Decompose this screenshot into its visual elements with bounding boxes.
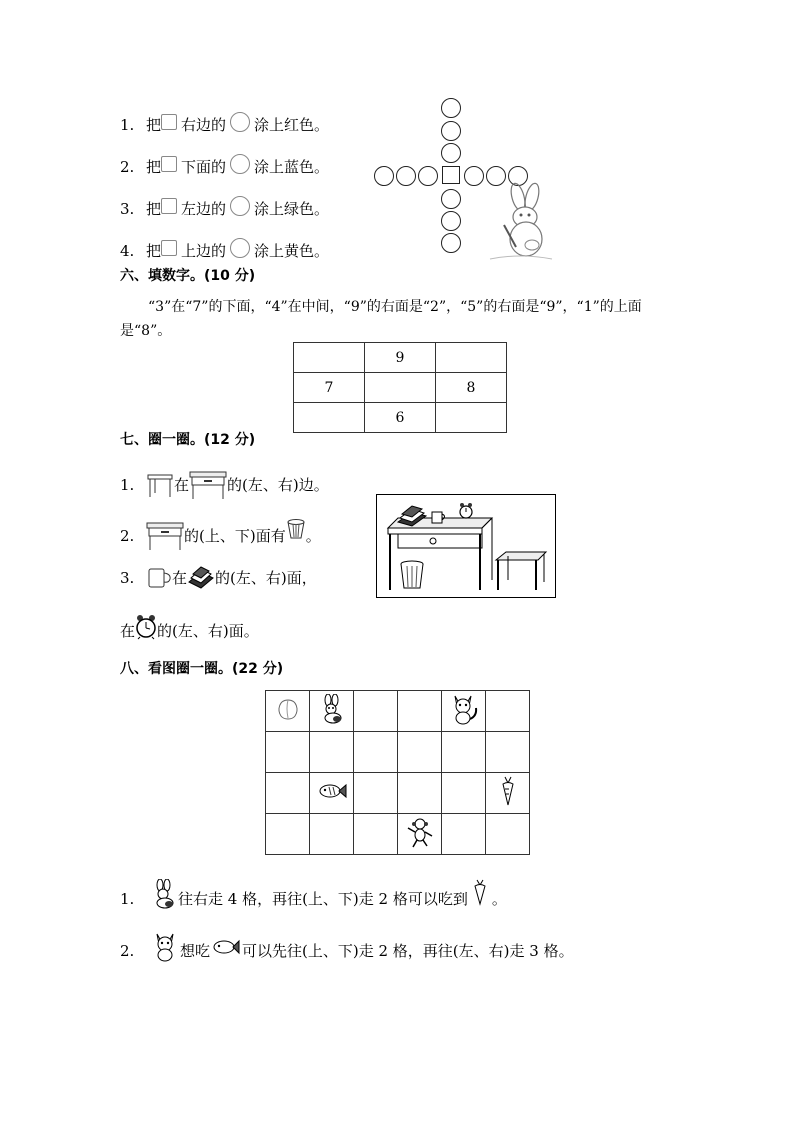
part5-item-3: 3. 把 左边的 涂上绿色。 — [120, 188, 329, 230]
circle-icon — [230, 238, 250, 258]
peach-icon — [275, 696, 301, 722]
books-icon — [187, 566, 215, 590]
grid-cell — [266, 732, 310, 773]
part5-list — [120, 104, 329, 272]
grid-cell — [354, 732, 398, 773]
part7-question-1: 1. 在 的(左、右)边。 — [120, 470, 329, 500]
circle-shape — [441, 143, 461, 163]
grid-cell — [398, 773, 442, 814]
square-icon — [161, 198, 177, 214]
circle-shape — [396, 166, 416, 186]
grid-cell[interactable]: 7 — [294, 373, 365, 403]
grid-cell[interactable]: 8 — [436, 373, 507, 403]
grid-cell[interactable] — [294, 403, 365, 433]
center-square-shape — [442, 166, 460, 184]
wastebasket-icon — [286, 518, 306, 540]
grid-cell — [442, 732, 486, 773]
grid-cell[interactable]: 9 — [365, 343, 436, 373]
desk-icon — [189, 470, 227, 500]
part7-question-3b: 在 的(左、右)面。 — [120, 614, 259, 648]
monkey-icon — [405, 816, 435, 848]
grid-cell — [442, 814, 486, 855]
square-icon — [161, 240, 177, 256]
fish-icon — [212, 938, 240, 956]
fish-icon — [317, 780, 347, 802]
grid-cell — [398, 814, 442, 855]
grid-cell — [266, 691, 310, 732]
rabbit-icon — [150, 879, 178, 909]
grid-cell — [442, 691, 486, 732]
cat-icon — [150, 930, 180, 962]
circle-icon — [230, 196, 250, 216]
grid-cell — [354, 691, 398, 732]
circle-cross-figure — [372, 95, 562, 265]
grid-cell — [354, 773, 398, 814]
circle-icon — [230, 112, 250, 132]
part5-item-2: 2. 把 下面的 涂上蓝色。 — [120, 146, 329, 188]
mug-icon — [146, 566, 172, 590]
circle-shape — [441, 211, 461, 231]
circle-shape — [374, 166, 394, 186]
section-8-title: 八、看图圈一圈。(22 分) — [120, 661, 284, 677]
section-7-title: 七、圈一圈。(12 分) — [120, 432, 256, 448]
grid-cell — [442, 773, 486, 814]
grid-cell — [310, 814, 354, 855]
circle-shape — [441, 121, 461, 141]
carrot-icon — [472, 878, 488, 906]
grid-cell — [486, 691, 530, 732]
section-6-text-line2: 是“8”。 — [120, 323, 172, 339]
grid-cell — [310, 691, 354, 732]
grid-cell — [486, 732, 530, 773]
grid-cell — [486, 814, 530, 855]
circle-icon — [230, 154, 250, 174]
stool-icon — [146, 471, 174, 499]
circle-shape — [441, 233, 461, 253]
part5-item-1: 1. 把 右边的 涂上红色。 — [120, 104, 329, 146]
circle-shape — [441, 189, 461, 209]
rabbit-painter-icon — [480, 181, 555, 261]
alarm-clock-icon — [135, 614, 157, 640]
grid-cell — [398, 732, 442, 773]
desk-icon — [146, 521, 184, 551]
carrot-icon — [498, 775, 518, 807]
part7-question-3: 3. 在 的(左、右)面， — [120, 566, 317, 590]
grid-cell[interactable] — [436, 343, 507, 373]
part5-item-4: 4. 把 上边的 涂上黄色。 — [120, 230, 329, 272]
grid-cell — [266, 814, 310, 855]
section-6-title: 六、填数字。(10 分) — [120, 268, 256, 284]
cat-icon — [447, 692, 481, 726]
grid-cell[interactable]: 6 — [365, 403, 436, 433]
part7-question-2: 2. 的(上、下)面有 。 — [120, 518, 321, 554]
section-6-text-line1: “3”在“7”的下面，“4”在中间，“9”的右面是“2”，“5”的右面是“9”，“1”的上面 — [148, 299, 642, 315]
grid-cell — [354, 814, 398, 855]
grid-cell — [310, 773, 354, 814]
circle-shape — [418, 166, 438, 186]
animal-grid — [265, 690, 530, 855]
number-grid — [293, 342, 507, 433]
grid-cell[interactable] — [365, 373, 436, 403]
part8-question-1: 1. 往右走 4 格，再往(上、下)走 2 格可以吃到 。 — [120, 878, 507, 920]
grid-cell[interactable] — [294, 343, 365, 373]
square-icon — [161, 114, 177, 130]
grid-cell[interactable] — [436, 403, 507, 433]
square-icon — [161, 156, 177, 172]
grid-cell — [266, 773, 310, 814]
part8-question-2: 2. 想吃 可以先往(上、下)走 2 格，再往(左、右)走 3 格。 — [120, 930, 574, 972]
grid-cell — [310, 732, 354, 773]
grid-cell — [398, 691, 442, 732]
circle-shape — [441, 98, 461, 118]
desk-scene-figure — [376, 494, 556, 598]
grid-cell — [486, 773, 530, 814]
rabbit-icon — [317, 694, 347, 724]
